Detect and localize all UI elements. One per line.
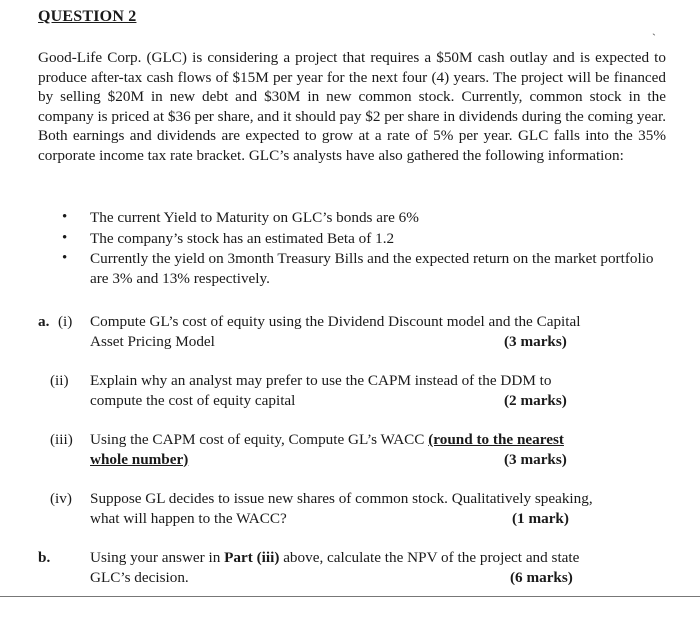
question-text — [90, 489, 670, 528]
marks-label: (1 mark) — [512, 509, 569, 527]
question-line: compute the cost of equity capital — [90, 391, 296, 409]
marks-label: (3 marks) — [504, 450, 567, 468]
question-a-ii — [38, 371, 668, 411]
question-line: GLC’s decision. — [90, 568, 189, 586]
part-a-label: a. — [38, 313, 50, 330]
question-line — [90, 548, 670, 568]
question-a-iii — [38, 430, 668, 470]
question-b — [38, 548, 668, 588]
intro-paragraph: Good-Life Corp. (GLC) is considering a project that requires a $50M cash outlay and is expected to produce after-tax cash flows of $15M per year for the next four (4) years. The project will be financed by selling $20M in new debt and $30M in new common stock. Currently, common stock in the company is priced at $36 per share, and it should pay $2 per share in dividends during the coming year. Both earnings and dividends are expected to grow at a rate of 5% per year. GLC falls into the 35% corporate income tax rate bracket. GLC’s analysts have also gathered the following information: — [38, 49, 667, 164]
sub-question-label: (iii) — [50, 431, 73, 448]
bullet-item — [60, 249, 670, 288]
info-bullet-list — [60, 208, 670, 289]
part-b-label: b. — [38, 549, 51, 566]
question-text — [90, 548, 670, 587]
marks-label: (3 marks) — [504, 332, 567, 350]
question-line: what will happen to the WACC? — [90, 509, 287, 527]
question-text — [90, 430, 670, 469]
question-a-i — [38, 312, 668, 352]
marks-label: (2 marks) — [504, 391, 567, 409]
question-text-plain: Using your answer in — [90, 549, 225, 566]
question-line: Asset Pricing Model — [90, 332, 215, 350]
bullet-item — [60, 229, 670, 249]
bullet-text: Currently the yield on 3month Treasury Bills and the expected return on the market portfolio are 3% and 13% respectively. — [90, 250, 654, 287]
bullet-text: The company’s stock has an estimated Beta of 1.2 — [90, 229, 395, 247]
bullet-icon: • — [62, 250, 68, 266]
sub-question-label: (iv) — [50, 490, 72, 507]
question-text-plain: Using the CAPM cost of equity, Compute GL’s WACC — [90, 431, 429, 448]
sub-question-label: (ii) — [50, 372, 69, 389]
bullet-icon: • — [62, 229, 68, 246]
bullet-text: The current Yield to Maturity on GLC’s bonds are 6% — [90, 209, 419, 226]
bottom-divider — [0, 596, 700, 597]
rounding-instruction-cont: whole number) — [90, 450, 189, 468]
marks-label: (6 marks) — [510, 568, 573, 586]
question-line: Explain why an analyst may prefer to use the CAPM instead of the DDM to — [90, 372, 552, 389]
rounding-instruction: (round to the nearest — [428, 431, 564, 448]
question-line — [90, 430, 670, 450]
bullet-item — [60, 208, 670, 228]
question-heading: QUESTION 2 — [38, 8, 137, 25]
bullet-icon: • — [62, 209, 68, 225]
question-text-plain: above, calculate the NPV of the project and state — [279, 549, 580, 566]
corner-mark: ˎ — [652, 22, 656, 36]
question-a-iv — [38, 489, 668, 529]
part-reference: Part (iii) — [224, 549, 280, 566]
sub-question-label: (i) — [58, 313, 73, 330]
question-line: Suppose GL decides to issue new shares of common stock. Qualitatively speaking, — [90, 490, 593, 507]
question-line: Compute GL’s cost of equity using the Dividend Discount model and the Capital — [90, 313, 581, 330]
